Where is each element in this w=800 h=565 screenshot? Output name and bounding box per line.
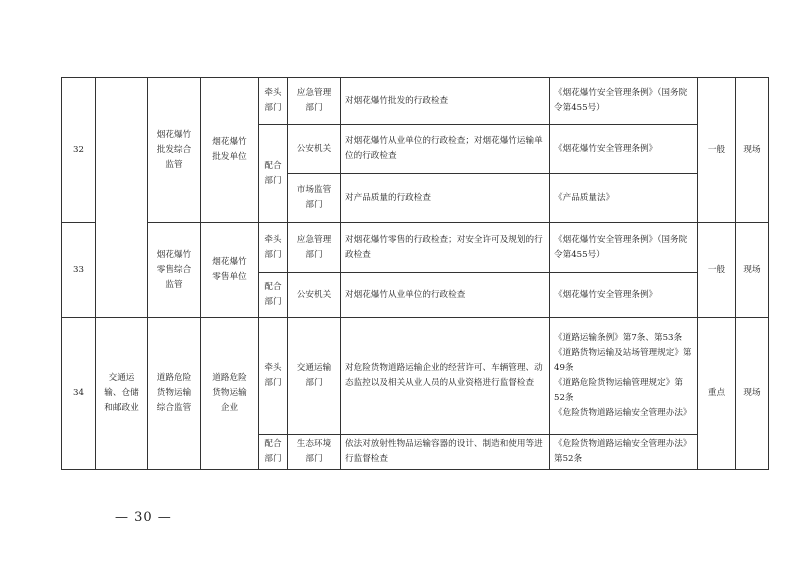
legal-basis: 《烟花爆竹安全管理条例》 bbox=[550, 273, 698, 318]
inspection-matter: 依法对放射性物品运输容器的设计、制造和使用等进行监督检查 bbox=[341, 435, 550, 470]
table-row bbox=[62, 318, 769, 435]
inspection-method: 现场 bbox=[736, 223, 769, 318]
coop-role-label: 配合 部门 bbox=[259, 125, 288, 223]
supervised-object: 道路危险 货物运输 企业 bbox=[201, 318, 259, 470]
legal-basis: 《道路运输条例》第7条、第53条 《道路货物运输及站场管理规定》第49条 《道路危险货物运输管理规定》第52条 《危险货物道路运输安全管理办法》 bbox=[550, 318, 698, 435]
lead-role-label: 牵头 部门 bbox=[259, 78, 288, 125]
inspection-matter: 对烟花爆竹从业单位的行政检查；对烟花爆竹运输单位的行政检查 bbox=[341, 125, 550, 174]
page-number: — 30 — bbox=[115, 510, 172, 525]
industry-field: 交通运 输、仓储 和邮政业 bbox=[96, 318, 148, 470]
inspection-matter: 对危险货物道路运输企业的经营许可、车辆管理、动态监控以及相关从业人员的从业资格进行监督检查 bbox=[341, 318, 550, 435]
inspection-matter: 对烟花爆竹批发的行政检查 bbox=[341, 78, 550, 125]
inspection-method: 现场 bbox=[736, 78, 769, 223]
department-name: 生态环境 部门 bbox=[288, 435, 341, 470]
row-number: 34 bbox=[62, 318, 96, 470]
row-number: 32 bbox=[62, 78, 96, 223]
department-name: 交通运输 部门 bbox=[288, 318, 341, 435]
inspection-level: 一般 bbox=[698, 223, 736, 318]
department-name: 公安机关 bbox=[288, 125, 341, 174]
supervised-object: 烟花爆竹 零售单位 bbox=[201, 223, 259, 318]
lead-role-label: 牵头 部门 bbox=[259, 318, 288, 435]
department-name: 应急管理 部门 bbox=[288, 78, 341, 125]
industry-field-cell bbox=[96, 78, 148, 318]
table-row bbox=[62, 78, 769, 125]
inspection-table bbox=[61, 77, 769, 470]
inspection-level: 重点 bbox=[698, 318, 736, 470]
table-row bbox=[62, 223, 769, 273]
supervision-item: 烟花爆竹 批发综合 监管 bbox=[148, 78, 201, 223]
legal-basis: 《烟花爆竹安全管理条例》（国务院令第455号） bbox=[550, 78, 698, 125]
department-name: 应急管理 部门 bbox=[288, 223, 341, 273]
lead-role-label: 牵头 部门 bbox=[259, 223, 288, 273]
department-name: 市场监管 部门 bbox=[288, 174, 341, 223]
legal-basis: 《烟花爆竹安全管理条例》（国务院令第455号） bbox=[550, 223, 698, 273]
coop-role-label: 配合 部门 bbox=[259, 435, 288, 470]
inspection-method: 现场 bbox=[736, 318, 769, 470]
row-number: 33 bbox=[62, 223, 96, 318]
department-name: 公安机关 bbox=[288, 273, 341, 318]
legal-basis: 《危险货物道路运输安全管理办法》第52条 bbox=[550, 435, 698, 470]
supervision-item: 烟花爆竹 零售综合 监管 bbox=[148, 223, 201, 318]
inspection-matter: 对产品质量的行政检查 bbox=[341, 174, 550, 223]
inspection-matter: 对烟花爆竹零售的行政检查；对安全许可及规划的行政检查 bbox=[341, 223, 550, 273]
coop-role-label: 配合 部门 bbox=[259, 273, 288, 318]
legal-basis: 《烟花爆竹安全管理条例》 bbox=[550, 125, 698, 174]
legal-basis: 《产品质量法》 bbox=[550, 174, 698, 223]
inspection-matter: 对烟花爆竹从业单位的行政检查 bbox=[341, 273, 550, 318]
supervised-object: 烟花爆竹 批发单位 bbox=[201, 78, 259, 223]
supervision-item: 道路危险 货物运输 综合监管 bbox=[148, 318, 201, 470]
inspection-level: 一般 bbox=[698, 78, 736, 223]
